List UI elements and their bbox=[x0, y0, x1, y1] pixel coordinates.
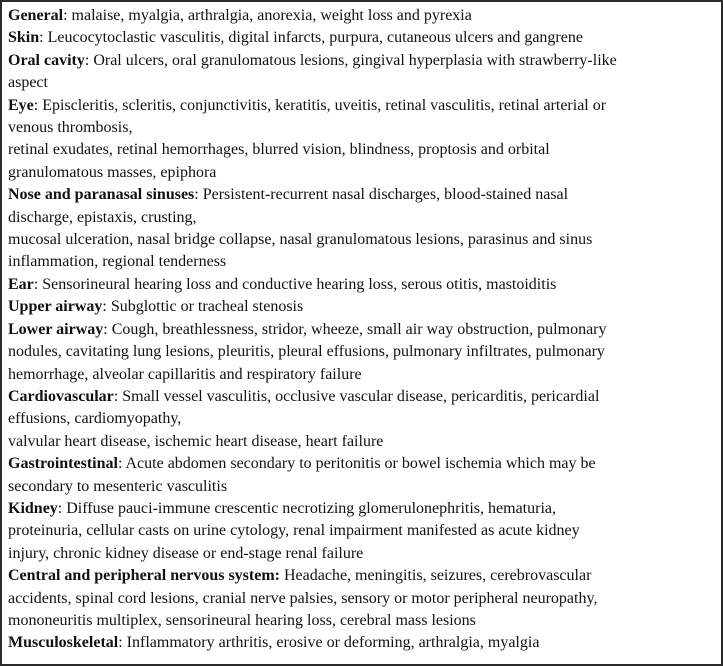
entry-line: retinal exudates, retinal hemorrhages, blurred vision, blindness, proptosis and orbital bbox=[8, 141, 550, 159]
entry-heading: Central and peripheral nervous system: bbox=[8, 567, 280, 585]
entry-oral-cavity bbox=[8, 50, 715, 95]
entry-kidney bbox=[8, 498, 715, 565]
entry-heading: Eye bbox=[8, 96, 34, 114]
entry-text: : Cough, breathlessness, stridor, wheeze, small air way obstruction, pulmonary bbox=[103, 320, 607, 338]
entry-line bbox=[8, 632, 715, 654]
entry-text: : Inflammatory arthritis, erosive or deforming, arthralgia, myalgia bbox=[118, 634, 540, 652]
entry-heading: General bbox=[8, 7, 64, 24]
entry-text: : Episcleritis, scleritis, conjunctivitis, keratitis, uveitis, retinal vasculitis, retinal arterial or bbox=[33, 96, 607, 114]
entry-line bbox=[8, 50, 715, 72]
entry-gastrointestinal bbox=[8, 453, 715, 498]
entry-line bbox=[8, 319, 715, 341]
entry-line: effusions, cardiomyopathy, bbox=[8, 410, 182, 428]
entry-cardiovascular bbox=[8, 386, 715, 453]
entry-line: hemorrhage, alveolar capillaritis and respiratory failure bbox=[8, 365, 362, 383]
entry-heading: Ear bbox=[8, 275, 34, 293]
entry-line: mucosal ulceration, nasal bridge collapse, nasal granulomatous lesions, parasinus and sinus bbox=[8, 231, 593, 249]
entry-line bbox=[8, 453, 715, 475]
entry-heading: Oral cavity bbox=[8, 51, 85, 69]
entry-line: injury, chronic kidney disease or end-stage renal failure bbox=[8, 544, 364, 562]
entry-line: accidents, spinal cord lesions, cranial nerve palsies, sensory or motor peripheral neuropathy, bbox=[8, 589, 598, 607]
entry-line bbox=[8, 386, 715, 408]
entry-line bbox=[8, 498, 715, 520]
entry-musculoskeletal bbox=[8, 632, 715, 654]
entry-heading: Gastrointestinal bbox=[8, 455, 118, 473]
entry-line bbox=[8, 27, 715, 49]
entry-heading: Upper airway bbox=[8, 298, 103, 316]
entry-line: valvular heart disease, ischemic heart disease, heart failure bbox=[8, 432, 384, 450]
entry-line: secondary to mesenteric vasculitis bbox=[8, 477, 228, 495]
entry-text: : Subglottic or tracheal stenosis bbox=[102, 298, 304, 316]
entry-text: : Persistent-recurrent nasal discharges, blood-stained nasal bbox=[194, 186, 569, 204]
entry-ear bbox=[8, 274, 715, 296]
entry-line bbox=[8, 184, 715, 206]
entry-heading: Skin bbox=[8, 29, 40, 47]
entry-line: aspect bbox=[8, 74, 48, 92]
entry-heading: Cardiovascular bbox=[8, 387, 114, 405]
entry-text: Headache, meningitis, seizures, cerebrovascular bbox=[279, 567, 592, 585]
entry-text: : malaise, myalgia, arthralgia, anorexia, weight loss and pyrexia bbox=[63, 7, 472, 24]
entry-heading: Lower airway bbox=[8, 320, 104, 338]
entry-eye bbox=[8, 95, 715, 185]
entry-text: : Diffuse pauci-immune crescentic necrotizing glomerulonephritis, hematuria, bbox=[57, 499, 556, 517]
entry-line bbox=[8, 95, 715, 117]
entry-lower-airway bbox=[8, 319, 715, 386]
entry-line bbox=[8, 5, 715, 27]
entry-heading: Musculoskeletal bbox=[8, 634, 119, 652]
entry-upper-airway bbox=[8, 296, 715, 318]
entry-line: discharge, epistaxis, crusting, bbox=[8, 208, 197, 226]
entry-line bbox=[8, 274, 715, 296]
entry-nose-and-paranasal-sinuses bbox=[8, 184, 715, 274]
entry-line bbox=[8, 565, 715, 587]
entry-text: : Small vessel vasculitis, occlusive vascular disease, pericarditis, pericardial bbox=[113, 387, 600, 405]
entry-text: : Oral ulcers, oral granulomatous lesions, gingival hyperplasia with strawberry-like bbox=[84, 51, 617, 69]
entry-general bbox=[8, 5, 715, 27]
entry-heading: Kidney bbox=[8, 499, 58, 517]
entry-skin bbox=[8, 27, 715, 49]
entry-line: nodules, cavitating lung lesions, pleuritis, pleural effusions, pulmonary infiltrates, pulmonary bbox=[8, 343, 605, 361]
entry-text: : Acute abdomen secondary to peritonitis or bowel ischemia which may be bbox=[117, 455, 596, 473]
entry-text: : Leucocytoclastic vasculitis, digital infarcts, purpura, cutaneous ulcers and gangrene bbox=[39, 29, 583, 47]
entry-line: venous thrombosis, bbox=[8, 119, 133, 137]
entry-central-and-peripheral-nervous-system bbox=[8, 565, 715, 632]
entry-line: mononeuritis multiplex, sensorineural hearing loss, cerebral mass lesions bbox=[8, 611, 476, 629]
entry-text: : Sensorineural hearing loss and conductive hearing loss, serous otitis, mastoiditis bbox=[33, 275, 557, 293]
entry-line: proteinuria, cellular casts on urine cytology, renal impairment manifested as acute kidney bbox=[8, 522, 580, 540]
entry-heading: Nose and paranasal sinuses bbox=[8, 186, 195, 204]
entry-line: granulomatous masses, epiphora bbox=[8, 163, 217, 181]
entry-line: inflammation, regional tenderness bbox=[8, 253, 227, 271]
entry-line bbox=[8, 296, 715, 318]
